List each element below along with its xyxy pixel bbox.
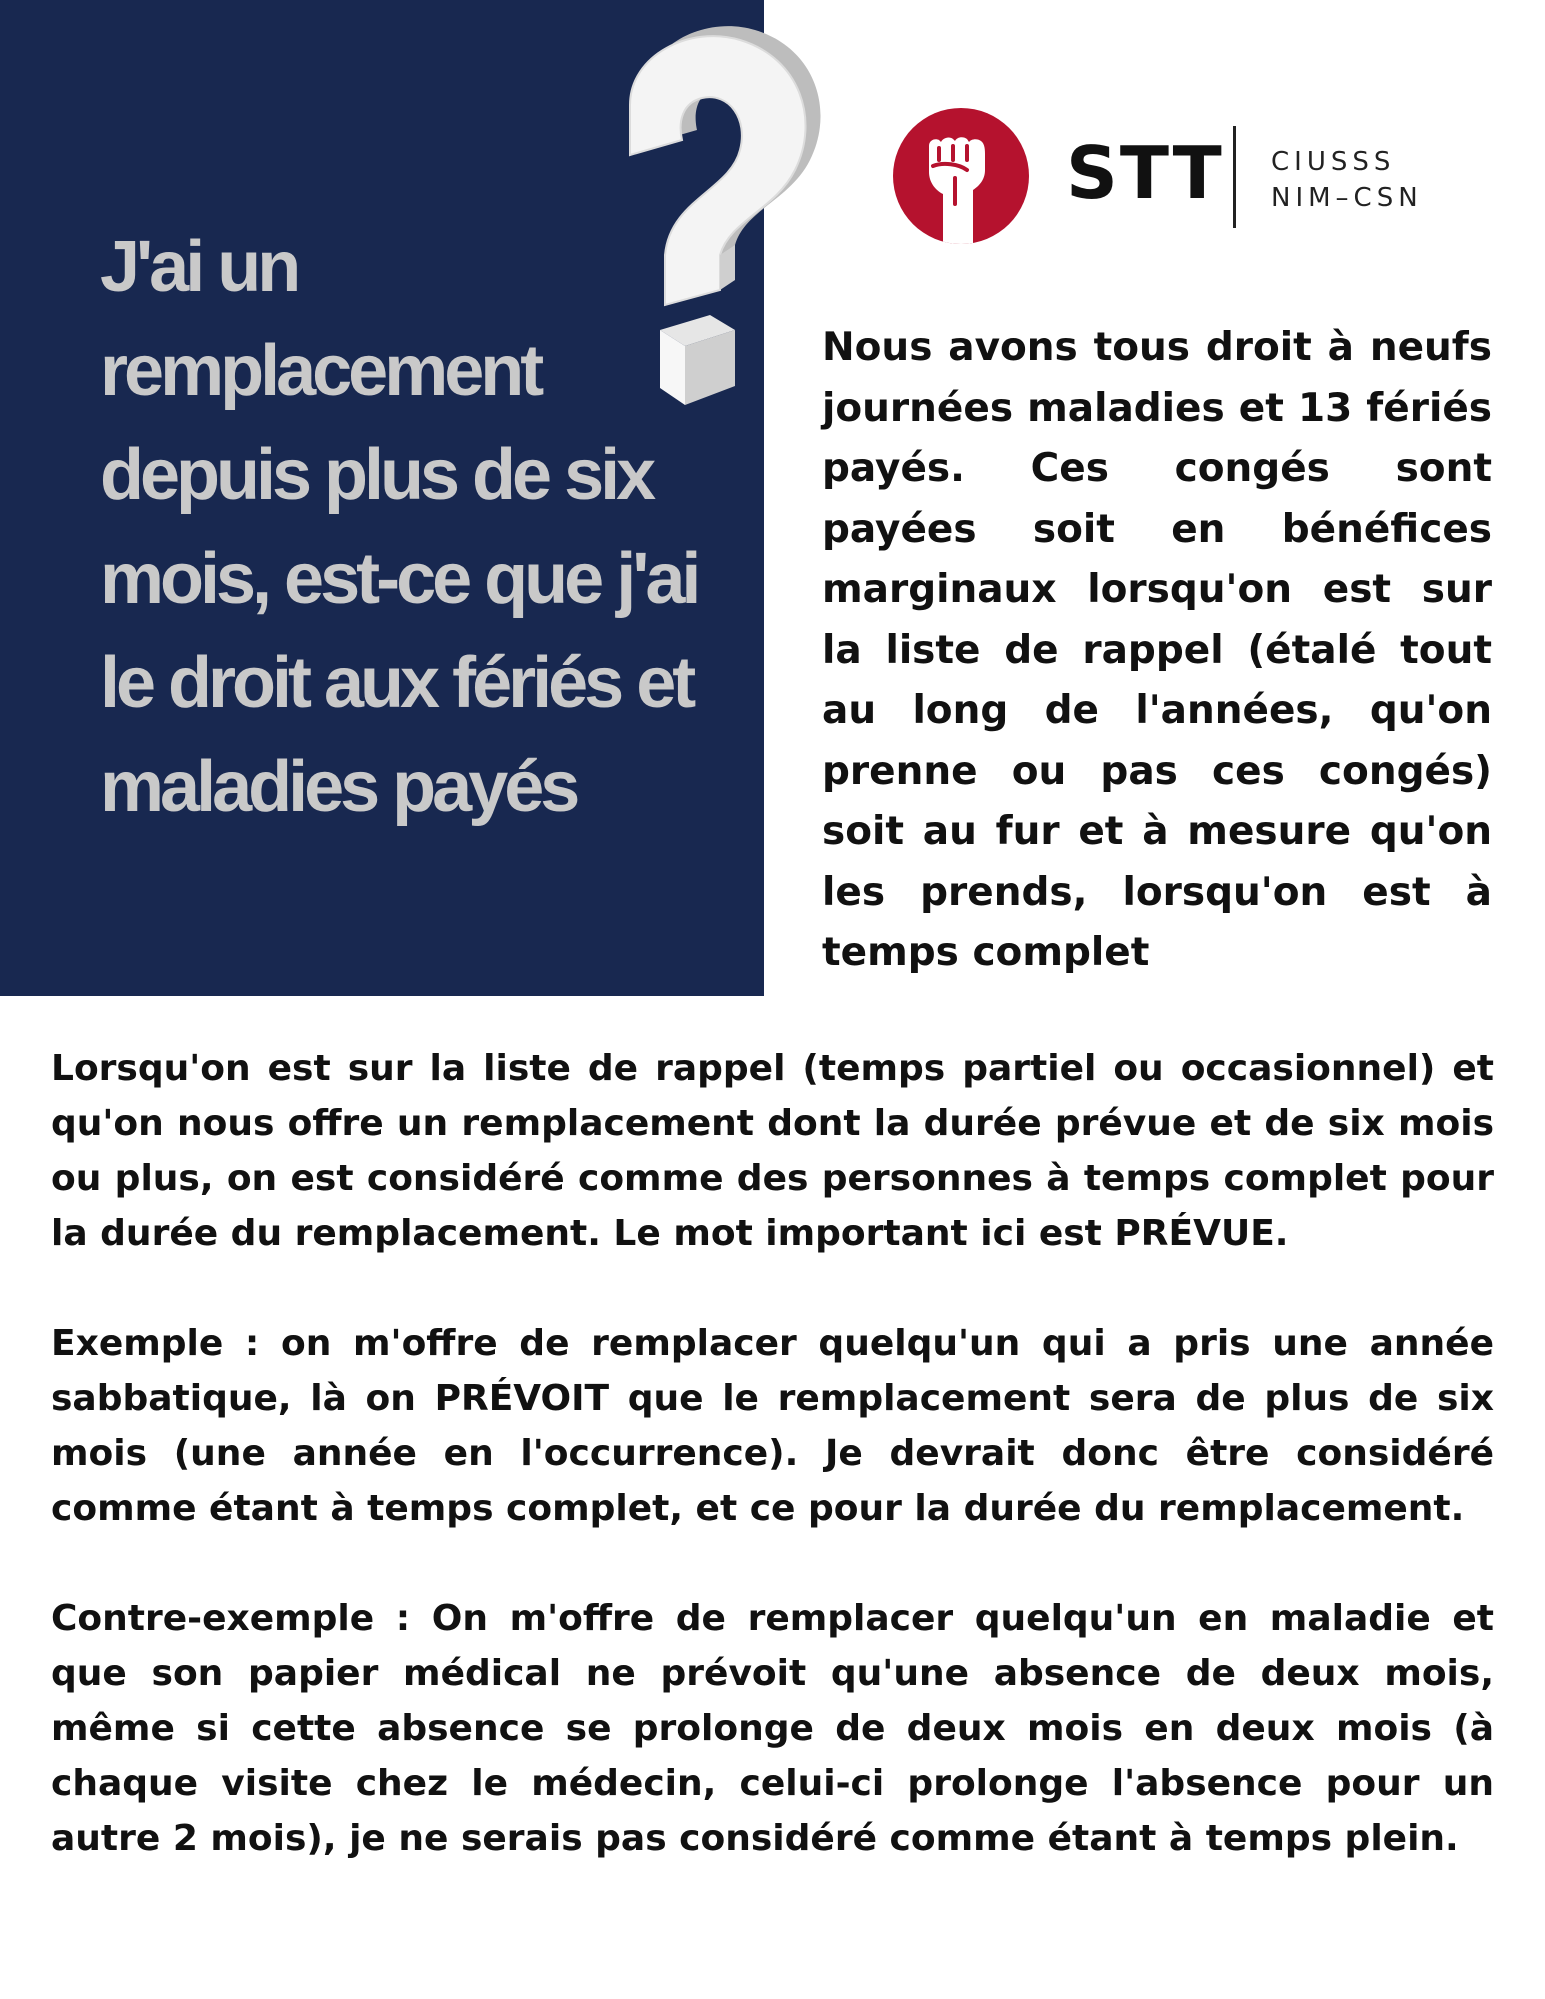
logo-divider: [1233, 126, 1236, 228]
logo-organization: [1271, 144, 1423, 216]
paragraph-rule: Lorsqu'on est sur la liste de rappel (temps partiel ou occasionnel) et qu'on nous offre un remplacement dont la durée prévue et de six mois ou plus, on est considéré comme des personnes à temps complet pour la durée du remplacement. Le mot important ici est PRÉVUE.: [51, 1048, 1494, 1254]
logo-acronym: STT: [1066, 131, 1224, 215]
logo-org-line1: CIUSSS: [1271, 147, 1396, 177]
headline: J'ai un remplacement depuis plus de six mois, est-ce que j'ai le droit aux fériés et maladies payés: [100, 227, 698, 827]
raised-fist-icon: [893, 108, 1029, 244]
paragraph-counter-example: Contre-exemple : On m'offre de remplacer quelqu'un en maladie et que son papier médical ne prévoit qu'une absence de deux mois, même si cette absence se prolonge de deux mois en deux mois (à chaque visite chez le médecin, celui-ci prolonge l'absence pour un autre 2 mois), je ne serais pas considéré comme étant à temps plein.: [51, 1598, 1494, 1859]
paragraph-example: Exemple : on m'offre de remplacer quelqu'un qui a pris une année sabbatique, là on PRÉVOIT que le remplacement sera de plus de six mois (une année en l'occurrence). Je devrait donc être considéré comme étant à temps complet, et ce pour la durée du remplacement.: [51, 1323, 1494, 1529]
stt-logo: [893, 108, 1433, 248]
logo-org-line2: NIM–CSN: [1271, 183, 1423, 213]
logo-circle: [893, 108, 1029, 244]
body-text: [51, 1041, 1494, 1921]
intro-paragraph: Nous avons tous droit à neufs journées maladies et 13 fériés payés. Ces congés sont payées soit en bénéfices marginaux lorsqu'on est sur la liste de rappel (étalé tout au long de l'années, qu'on prenne ou pas ces congés) soit au fur et à mesure qu'on les prends, lorsqu'on est à temps complet: [822, 325, 1492, 975]
